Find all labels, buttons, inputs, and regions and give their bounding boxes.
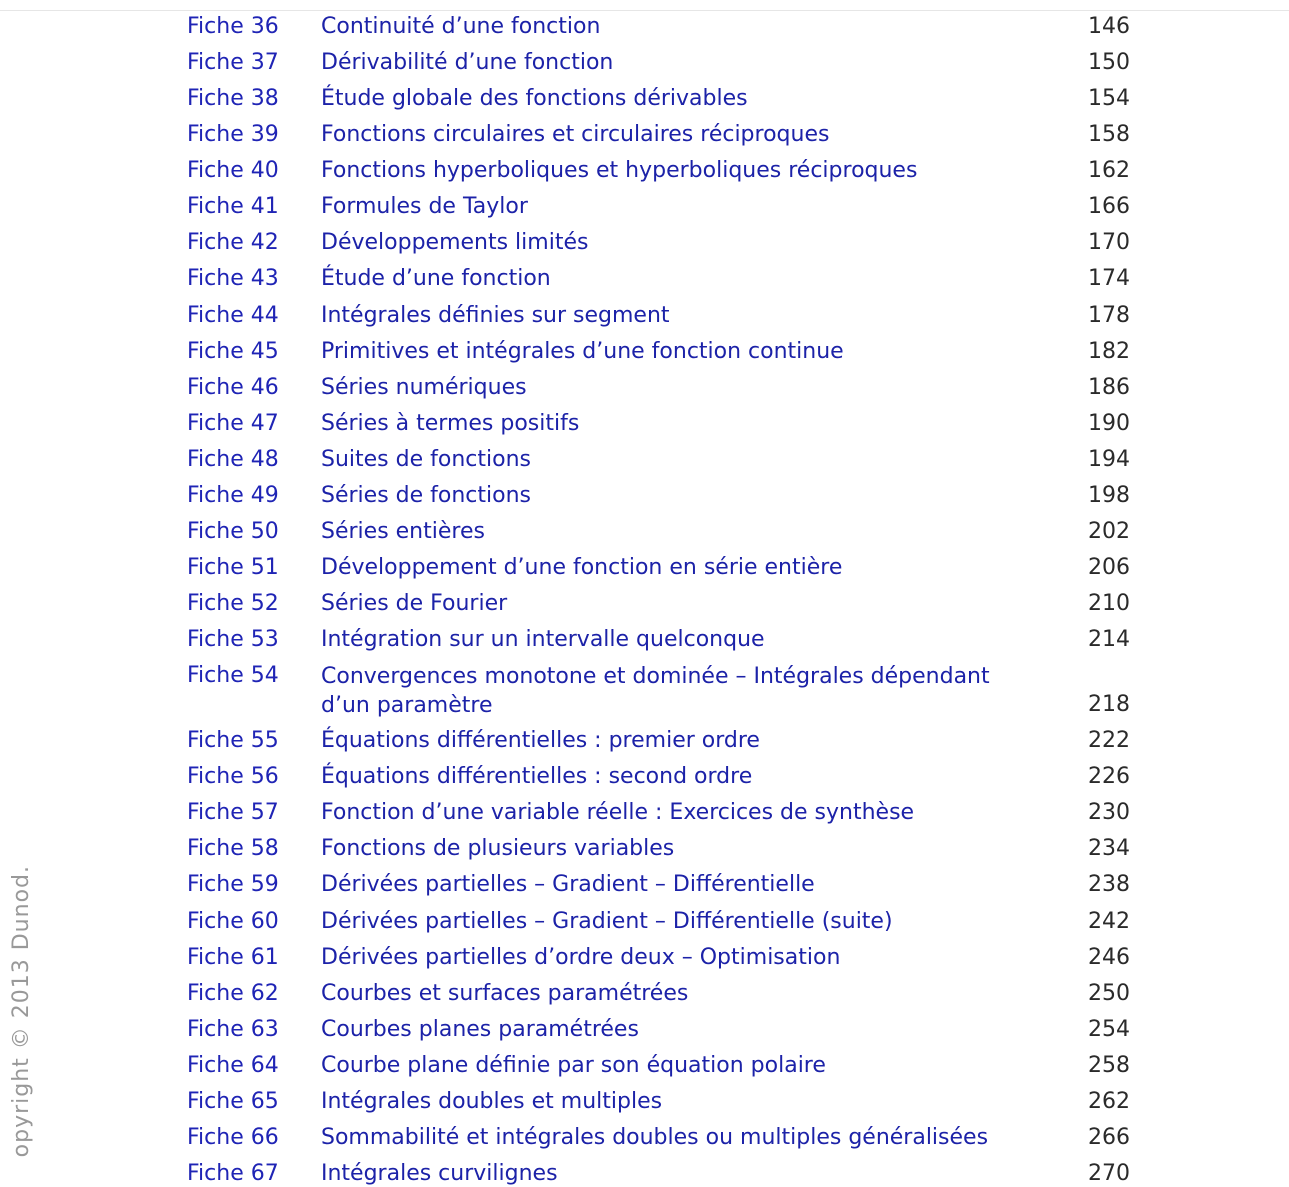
fiche-title[interactable]: Courbes planes paramétrées [321,1016,639,1042]
fiche-title[interactable]: Dérivabilité d’une fonction [321,50,614,76]
fiche-number[interactable]: Fiche 43 [187,266,279,292]
fiche-number[interactable]: Fiche 45 [187,338,279,364]
fiche-number[interactable]: Fiche 57 [187,800,279,826]
fiche-title[interactable]: Équations différentielles : premier ordre [321,728,760,754]
fiche-number[interactable]: Fiche 63 [187,1016,279,1042]
fiche-title[interactable]: Développements limités [321,230,589,256]
page-number: 226 [1088,764,1130,790]
fiche-title[interactable]: Séries entières [321,518,485,544]
page-number: 190 [1088,410,1130,436]
page-number: 178 [1088,302,1130,328]
toc-row-fiche-45[interactable] [0,334,1289,370]
page-number: 218 [1088,692,1130,718]
toc-row-fiche-64[interactable] [0,1048,1289,1084]
fiche-title[interactable]: Intégrales doubles et multiples [321,1088,663,1114]
fiche-title[interactable]: Dérivées partielles – Gradient – Différentielle [321,872,815,898]
toc-row-fiche-41[interactable] [0,189,1289,225]
fiche-title[interactable]: Fonctions circulaires et circulaires réciproques [321,122,830,148]
fiche-number[interactable]: Fiche 59 [187,872,279,898]
toc-row-fiche-50[interactable] [0,514,1289,550]
fiche-title[interactable]: Courbe plane définie par son équation polaire [321,1052,826,1078]
toc-row-fiche-39[interactable] [0,117,1289,153]
fiche-number[interactable]: Fiche 52 [187,591,279,616]
fiche-title[interactable]: Continuité d’une fonction [321,14,601,39]
fiche-number[interactable]: Fiche 36 [187,14,279,39]
fiche-number[interactable]: Fiche 46 [187,374,279,400]
toc-row-fiche-46[interactable] [0,370,1289,406]
toc-row-fiche-48[interactable] [0,442,1289,478]
toc-row-fiche-60[interactable] [0,904,1289,940]
fiche-title[interactable]: Étude d’une fonction [321,266,551,292]
toc-row-fiche-44[interactable] [0,298,1289,334]
page-number: 194 [1088,446,1130,472]
toc-row-fiche-51[interactable] [0,550,1289,586]
page-number: 174 [1088,266,1130,292]
fiche-title[interactable]: Séries de Fourier [321,591,508,616]
fiche-number[interactable]: Fiche 48 [187,446,279,472]
fiche-number[interactable]: Fiche 50 [187,518,279,544]
toc-row-fiche-49[interactable] [0,478,1289,514]
table-of-contents [0,9,1289,1187]
page-number: 162 [1088,158,1130,184]
fiche-title[interactable]: Séries de fonctions [321,482,531,508]
fiche-number[interactable]: Fiche 51 [187,554,279,580]
fiche-number[interactable]: Fiche 58 [187,836,279,862]
toc-row-fiche-63[interactable] [0,1012,1289,1048]
toc-row-fiche-65[interactable] [0,1084,1289,1120]
toc-row-fiche-53[interactable] [0,622,1289,658]
page-number: 254 [1088,1016,1130,1042]
page-number: 214 [1088,627,1130,653]
fiche-title[interactable]: Intégration sur un intervalle quelconque [321,627,765,653]
fiche-title[interactable]: Dérivées partielles – Gradient – Différentielle (suite) [321,908,893,934]
toc-row-fiche-55[interactable] [0,723,1289,759]
page-number: 170 [1088,230,1130,256]
page-number: 210 [1088,591,1130,616]
page-number: 250 [1088,980,1130,1006]
fiche-number[interactable]: Fiche 54 [187,663,279,689]
fiche-number[interactable]: Fiche 62 [187,980,279,1006]
fiche-title[interactable]: Intégrales curvilignes [321,1160,558,1186]
page-number: 150 [1088,50,1130,76]
fiche-number[interactable]: Fiche 53 [187,627,279,653]
fiche-title[interactable]: Primitives et intégrales d’une fonction continue [321,338,844,364]
fiche-number[interactable]: Fiche 49 [187,482,279,508]
toc-row-fiche-66[interactable] [0,1120,1289,1156]
page-number: 266 [1088,1124,1130,1150]
toc-row-fiche-67[interactable] [0,1156,1289,1187]
page-number: 262 [1088,1088,1130,1114]
page-number: 206 [1088,554,1130,580]
page-number: 146 [1088,14,1130,39]
page-number: 158 [1088,122,1130,148]
page-number: 246 [1088,944,1130,970]
fiche-number[interactable]: Fiche 66 [187,1124,279,1150]
page-number: 258 [1088,1052,1130,1078]
page-number: 238 [1088,872,1130,898]
fiche-number[interactable]: Fiche 60 [187,908,279,934]
fiche-number[interactable]: Fiche 56 [187,764,279,790]
fiche-title[interactable]: Équations différentielles : second ordre [321,764,753,790]
page-number: 222 [1088,728,1130,754]
toc-row-fiche-62[interactable] [0,976,1289,1012]
toc-row-fiche-59[interactable] [0,867,1289,903]
toc-row-fiche-40[interactable] [0,153,1289,189]
page-number: 242 [1088,908,1130,934]
fiche-number[interactable]: Fiche 44 [187,302,279,328]
fiche-number[interactable]: Fiche 55 [187,728,279,754]
fiche-title[interactable]: Sommabilité et intégrales doubles ou multiples généralisées [321,1124,989,1150]
fiche-title[interactable]: Suites de fonctions [321,446,531,472]
fiche-title[interactable]: Courbes et surfaces paramétrées [321,980,689,1006]
fiche-number[interactable]: Fiche 61 [187,944,279,970]
toc-row-fiche-38[interactable] [0,81,1289,117]
toc-row-fiche-52[interactable] [0,586,1289,622]
fiche-title[interactable]: Fonctions hyperboliques et hyperboliques réciproques [321,158,918,184]
toc-row-fiche-54[interactable] [0,658,1289,723]
page-number: 270 [1088,1160,1130,1186]
fiche-title[interactable]: Formules de Taylor [321,194,528,220]
page-number: 166 [1088,194,1130,220]
fiche-number[interactable]: Fiche 47 [187,410,279,436]
page-number: 230 [1088,800,1130,826]
toc-row-fiche-61[interactable] [0,940,1289,976]
fiche-title[interactable]: Dérivées partielles d’ordre deux – Optimisation [321,944,841,970]
fiche-title[interactable]: Séries à termes positifs [321,410,580,436]
toc-row-fiche-56[interactable] [0,759,1289,795]
page-number: 154 [1088,86,1130,112]
toc-row-fiche-43[interactable] [0,261,1289,297]
page-number: 182 [1088,338,1130,364]
toc-row-fiche-36[interactable] [0,9,1289,45]
page-number: 202 [1088,518,1130,544]
fiche-number[interactable]: Fiche 65 [187,1088,279,1114]
page-number: 198 [1088,482,1130,508]
fiche-title[interactable]: Étude globale des fonctions dérivables [321,86,748,112]
fiche-number[interactable]: Fiche 64 [187,1052,279,1078]
fiche-number[interactable]: Fiche 38 [187,86,279,112]
copyright-notice: opyright © 2013 Dunod. [9,865,34,1158]
fiche-title[interactable]: Fonctions de plusieurs variables [321,836,675,862]
toc-row-fiche-58[interactable] [0,831,1289,867]
page-number: 186 [1088,374,1130,400]
page-number: 234 [1088,836,1130,862]
toc-row-fiche-47[interactable] [0,406,1289,442]
fiche-number[interactable]: Fiche 67 [187,1160,279,1186]
fiche-number[interactable]: Fiche 40 [187,158,279,184]
fiche-title[interactable]: Convergences monotone et dominée – Intégrales dépendant d’un paramètre [321,664,990,719]
fiche-number[interactable]: Fiche 37 [187,50,279,76]
fiche-title[interactable]: Développement d’une fonction en série entière [321,554,843,580]
fiche-title[interactable]: Intégrales définies sur segment [321,302,670,328]
toc-row-fiche-57[interactable] [0,795,1289,831]
fiche-number[interactable]: Fiche 39 [187,122,279,148]
fiche-number[interactable]: Fiche 41 [187,194,279,220]
toc-row-fiche-42[interactable] [0,225,1289,261]
fiche-title[interactable]: Fonction d’une variable réelle : Exercices de synthèse [321,800,915,826]
toc-row-fiche-37[interactable] [0,45,1289,81]
fiche-title[interactable]: Séries numériques [321,374,527,400]
fiche-number[interactable]: Fiche 42 [187,230,279,256]
